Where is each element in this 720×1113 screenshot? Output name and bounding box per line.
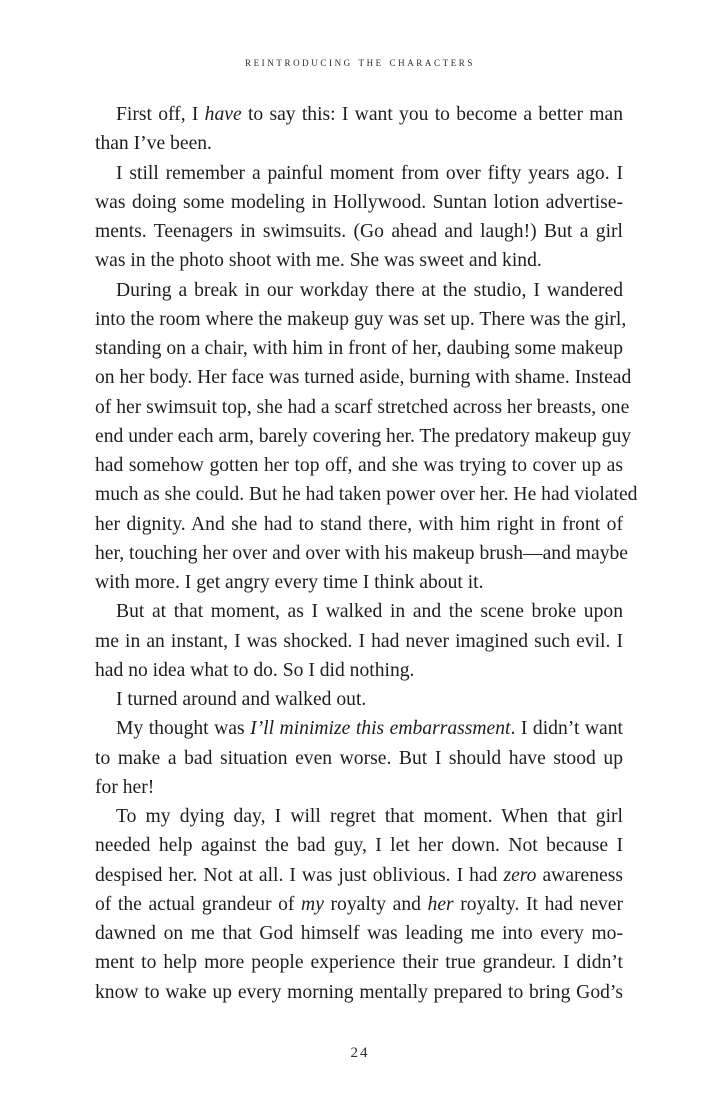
text-line: I turned around and walked out. <box>116 689 367 710</box>
text-line: had no idea what to do. So I did nothing. <box>95 659 415 681</box>
text-line: much as she could. But he had taken power over her. He had violated <box>95 484 638 506</box>
page-number: 24 <box>350 1045 370 1061</box>
text-line: During a break in our workday there at the studio, I wandered <box>116 279 623 301</box>
text-line: on her body. Her face was turned aside, burning with shame. Instead <box>95 367 632 389</box>
text-line: had somehow gotten her top off, and she was trying to cover up as <box>95 455 623 476</box>
text-line: into the room where the makeup guy was set up. There was the girl, <box>95 308 627 330</box>
text-line: standing on a chair, with him in front of her, daubing some makeup <box>95 338 623 359</box>
text-line: To my dying day, I will regret that moment. When that girl <box>116 806 623 827</box>
text-line: dawned on me that God himself was leading me into every mo- <box>95 923 623 944</box>
text-line: of the actual grandeur of my royalty and her royalty. It had never <box>95 893 623 915</box>
text-line: But at that moment, as I walked in and the scene broke upon <box>116 601 623 623</box>
text-line: to make a bad situation even worse. But I should have stood up <box>95 747 623 769</box>
text-line: First off, I have to say this: I want you to become a better man <box>116 104 623 125</box>
text-line: end under each arm, barely covering her. The predatory makeup guy <box>95 425 632 447</box>
text-line: her dignity. And she had to stand there, with him right in front of <box>95 513 623 535</box>
text-line: My thought was I’ll minimize this embarrassment. I didn’t want <box>116 718 623 740</box>
text-line: than I’ve been. <box>95 133 212 155</box>
text-line: despised her. Not at all. I was just oblivious. I had zero awareness <box>95 864 623 886</box>
text-line: I still remember a painful moment from over fifty years ago. I <box>116 162 623 184</box>
text-line: was in the photo shoot with me. She was sweet and kind. <box>95 250 542 272</box>
text-line: for her! <box>95 776 155 798</box>
text-line: her, touching her over and over with his makeup brush—and maybe <box>95 542 629 564</box>
text-line: was doing some modeling in Hollywood. Suntan lotion advertise- <box>95 191 623 213</box>
body-text <box>95 100 638 1007</box>
text-line: me in an instant, I was shocked. I had never imagined such evil. I <box>95 630 623 652</box>
text-line: needed help against the bad guy, I let her down. Not because I <box>95 835 623 857</box>
text-line: ment to help more people experience their true grandeur. I didn’t <box>95 952 623 974</box>
text-line: of her swimsuit top, she had a scarf stretched across her breasts, one <box>95 396 630 418</box>
text-line: ments. Teenagers in swimsuits. (Go ahead and laugh!) But a girl <box>95 221 623 242</box>
text-line: with more. I get angry every time I think about it. <box>95 572 484 593</box>
text-line: know to wake up every morning mentally prepared to bring God’s <box>95 981 623 1003</box>
running-head: reintroducing the characters <box>244 55 476 69</box>
